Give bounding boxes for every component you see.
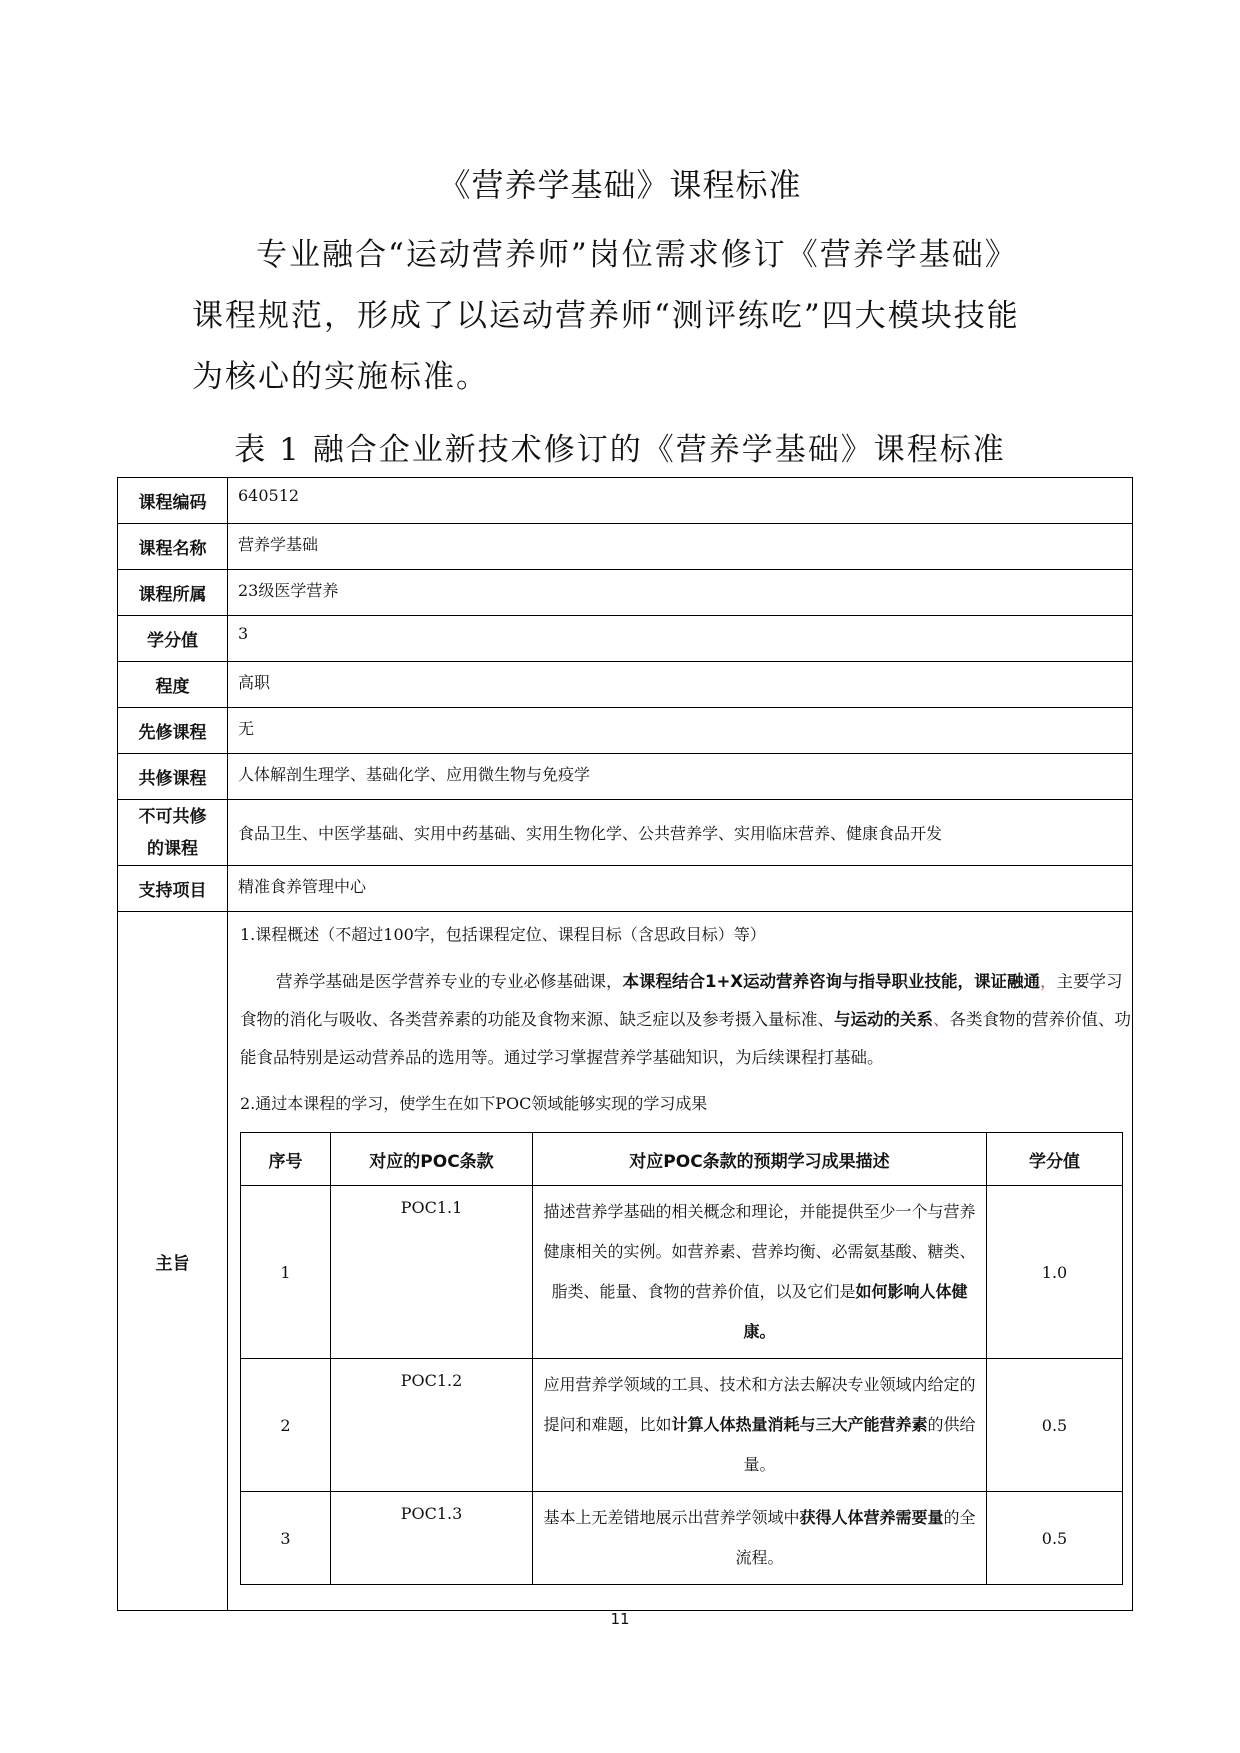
exclusive-courses-value: 食品卫生、中医学基础、实用中药基础、实用生物化学、公共营养学、实用临床营养、健康食品开发 <box>228 800 1133 866</box>
corequisite-value: 人体解剖生理学、基础化学、应用微生物与免疫学 <box>228 754 1133 800</box>
row-label: 课程名称 <box>118 524 228 570</box>
poc-no: 3 <box>241 1492 331 1585</box>
overview-text: 主要学习食物的消化与吸收、各类营养素的功能及食物来源、缺乏症以及参考摄入量标准、 <box>240 972 1123 1029</box>
row-label: 程度 <box>118 662 228 708</box>
course-overview-paragraph <box>240 963 1132 1077</box>
row-label: 先修课程 <box>118 708 228 754</box>
poc-header-no: 序号 <box>241 1133 331 1186</box>
row-label-line-1: 不可共修 <box>138 806 207 827</box>
row-label: 共修课程 <box>118 754 228 800</box>
poc-desc-text: 基本上无差错地展示出营养学领域中 <box>543 1508 800 1527</box>
table-row <box>118 708 1133 754</box>
prerequisite-value: 无 <box>228 708 1133 754</box>
intro-line-1: 专业融合“运动营养师”岗位需求修订《营养学基础》 <box>256 237 1018 273</box>
poc-clause: POC1.1 <box>331 1186 533 1359</box>
table-row <box>118 662 1133 708</box>
poc-credit: 0.5 <box>987 1492 1123 1585</box>
level-value: 高职 <box>228 662 1133 708</box>
row-label-line-2: 的课程 <box>147 838 198 859</box>
row-label: 学分值 <box>118 616 228 662</box>
row-label: 课程编码 <box>118 478 228 524</box>
overview-bold-text: 本课程结合1+X运动营养咨询与指导职业技能，课证融通 <box>622 972 1041 991</box>
course-standard-table <box>117 477 1133 1611</box>
purpose-content <box>228 912 1133 1611</box>
row-label: 课程所属 <box>118 570 228 616</box>
poc-header-description: 对应POC条款的预期学习成果描述 <box>533 1133 987 1186</box>
intro-line-2: 课程规范，形成了以运动营养师“测评练吃”四大模块技能 <box>192 298 1020 334</box>
row-label <box>118 800 228 866</box>
poc-clause: POC1.3 <box>331 1492 533 1585</box>
intro-line-3: 为核心的实施标准。 <box>192 359 489 395</box>
poc-header-credit: 学分值 <box>987 1133 1123 1186</box>
poc-desc-text: 应用营养学领域的工具、技术和方法去解决专业领域内给定的提问和难题，比如 <box>543 1375 976 1434</box>
poc-desc-bold: 获得人体营养需要量 <box>799 1508 944 1527</box>
poc-credit: 1.0 <box>987 1186 1123 1359</box>
course-name-value: 营养学基础 <box>228 524 1133 570</box>
poc-table <box>240 1132 1123 1585</box>
poc-header-row <box>241 1133 1123 1186</box>
poc-clause: POC1.2 <box>331 1359 533 1492</box>
poc-credit: 0.5 <box>987 1359 1123 1492</box>
table-row <box>118 616 1133 662</box>
overview-text: 各类食物的营养价值、功能食品特别是运动营养品的选用等。通过学习掌握营养学基础知识，为后续课程打基础。 <box>240 1010 1131 1067</box>
poc-description <box>533 1359 987 1492</box>
poc-desc-text: 描述营养学基础的相关概念和理论，并能提供至少一个与营养健康相关的实例。如营养素、营养均衡、必需氨基酸、糖类、脂类、能量、食物的营养价值，以及它们是 <box>543 1202 976 1301</box>
document-title: 《营养学基础》课程标准 <box>438 166 802 204</box>
row-label: 支持项目 <box>118 866 228 912</box>
table-row <box>118 754 1133 800</box>
purpose-label: 主旨 <box>118 912 228 1611</box>
table-row <box>118 912 1133 1611</box>
poc-desc-tail: 的全流程。 <box>735 1508 976 1567</box>
poc-no: 1 <box>241 1186 331 1359</box>
credit-value: 3 <box>228 616 1133 662</box>
intro-paragraph <box>192 225 1072 408</box>
table-row <box>118 570 1133 616</box>
overview-text: 营养学基础是医学营养专业的专业必修基础课， <box>276 972 623 991</box>
poc-description <box>533 1492 987 1585</box>
table-row <box>118 800 1133 866</box>
page-number: 11 <box>610 1610 630 1628</box>
overview-bold-text: 与运动的关系 <box>834 1010 933 1029</box>
table-row <box>241 1359 1123 1492</box>
poc-header-clause: 对应的POC条款 <box>331 1133 533 1186</box>
table-row <box>118 524 1133 570</box>
table-row <box>241 1492 1123 1585</box>
poc-description <box>533 1186 987 1359</box>
overview-red-mark: ， <box>1040 972 1057 991</box>
support-project-value: 精准食养管理中心 <box>228 866 1133 912</box>
table-caption: 表 1 融合企业新技术修订的《营养学基础》课程标准 <box>234 432 1006 468</box>
poc-desc-bold: 计算人体热量消耗与三大产能营养素 <box>671 1415 928 1434</box>
course-owner-value: 23级医学营养 <box>228 570 1133 616</box>
table-row <box>118 866 1133 912</box>
table-row <box>241 1186 1123 1359</box>
table-row <box>118 478 1133 524</box>
poc-desc-tail: 的供给量。 <box>743 1415 976 1474</box>
overview-red-mark: 、 <box>933 1010 950 1029</box>
section-1-heading: 1.课程概述（不超过100字，包括课程定位、课程目标（含思政目标）等） <box>240 925 766 944</box>
course-code-value: 640512 <box>228 478 1133 524</box>
poc-desc-bold: 如何影响人体健康。 <box>743 1282 968 1341</box>
section-2-heading: 2.通过本课程的学习，使学生在如下POC领域能够实现的学习成果 <box>240 1094 708 1113</box>
poc-no: 2 <box>241 1359 331 1492</box>
